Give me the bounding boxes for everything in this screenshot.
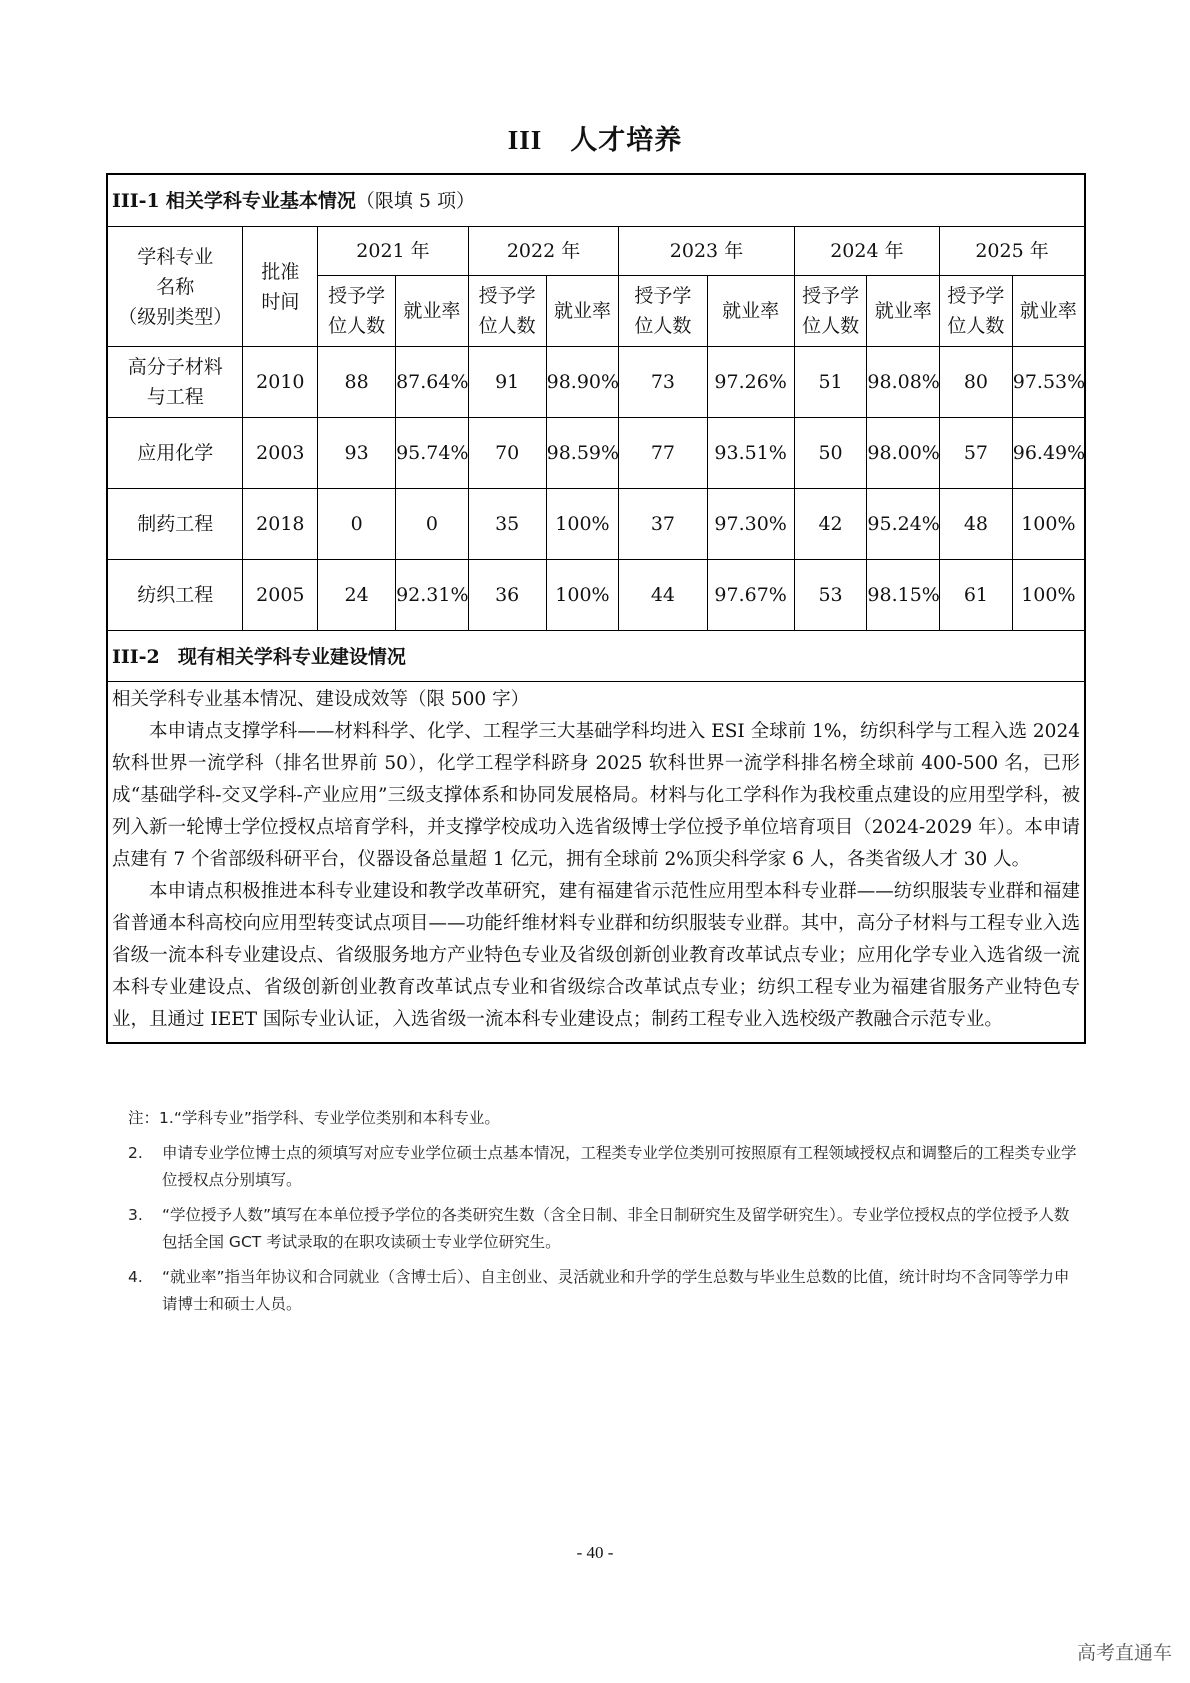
cell-employment-rate: 98.00% <box>867 418 940 489</box>
page-title <box>0 118 1190 157</box>
section2-paragraph: 本申请点积极推进本科专业建设和教学改革研究，建有福建省示范性应用型本科专业群——纺织服装专业群和福建省普通本科高校向应用型转变试点项目——功能纤维材料专业群和纺织服装专业群。其中，高分子材料与工程专业入选省级一流本科专业建设点、省级服务地方产业特色专业及省级创新创业教育改革试点专业；应用化学专业入选省级一流本科专业建设点、省级创新创业教育改革试点专业和省级综合改革试点专业；纺织工程专业为福建省服务产业特色专业，且通过 IEET 国际专业认证，入选省级一流本科专业建设点；制药工程专业入选校级产教融合示范专业。 <box>112 881 1080 1030</box>
cell-employment-rate: 97.26% <box>707 347 794 418</box>
header-year-2025: 2025 年 <box>940 227 1084 276</box>
cell-employment-rate: 98.15% <box>867 560 940 631</box>
cell-employment-rate: 97.53% <box>1012 347 1084 418</box>
header-approve-time: 批准 时间 <box>243 227 318 347</box>
header-employment-rate: 就业率 <box>396 276 469 347</box>
header-year-2022: 2022 年 <box>468 227 619 276</box>
header-degree-count: 授予学 位人数 <box>318 276 396 347</box>
row-approve-year: 2010 <box>243 347 318 418</box>
header-degree-count: 授予学 位人数 <box>468 276 546 347</box>
header-degree-count: 授予学 位人数 <box>940 276 1013 347</box>
header-degree-count: 授予学 位人数 <box>619 276 707 347</box>
cell-degree-count: 51 <box>794 347 867 418</box>
cell-employment-rate: 98.08% <box>867 347 940 418</box>
table-row <box>108 347 1084 418</box>
cell-degree-count: 53 <box>794 560 867 631</box>
row-subject-name: 应用化学 <box>108 418 243 489</box>
row-subject-name: 制药工程 <box>108 489 243 560</box>
footnote-label: 注： <box>128 1109 160 1127</box>
cell-degree-count: 70 <box>468 418 546 489</box>
section2-number: III-2 <box>112 646 160 668</box>
row-approve-year: 2005 <box>243 560 318 631</box>
form-frame <box>106 173 1086 1044</box>
cell-degree-count: 36 <box>468 560 546 631</box>
cell-degree-count: 37 <box>619 489 707 560</box>
section2-paragraph: 本申请点支撑学科——材料科学、化学、工程学三大基础学科均进入 ESI 全球前 1%，纺织科学与工程入选 2024 软科世界一流学科（排名世界前 50），化学工程学科跻身 2025 软科世界一流学科排名榜全球前 400-500 名，已形成“基础学科-交叉学科-产业应用”三级支撑体系和协同发展格局。材料与化工学科作为我校重点建设的应用型学科，被列入新一轮博士学位授权点培育学科，并支撑学校成功入选省级博士学位授予单位培育项目（2024-2029 年）。本申请点建有 7 个省部级科研平台，仪器设备总量超 1 亿元，拥有全球前 2%顶尖科学家 6 人，各类省级人才 30 人。 <box>112 721 1080 870</box>
cell-employment-rate: 100% <box>546 560 619 631</box>
section2-body <box>108 682 1084 1042</box>
table-row <box>108 489 1084 560</box>
header-employment-rate: 就业率 <box>1012 276 1084 347</box>
header-year-2021: 2021 年 <box>318 227 469 276</box>
discipline-table <box>108 227 1084 630</box>
cell-degree-count: 24 <box>318 560 396 631</box>
footnote-item: 4. “就业率”指当年协议和合同就业（含博士后）、自主创业、灵活就业和升学的学生总数与毕业生总数的比值，统计时均不含同等学力申请博士和硕士人员。 <box>128 1268 1070 1313</box>
footnote-item: 注：1.“学科专业”指学科、专业学位类别和本科专业。 <box>128 1109 500 1127</box>
cell-degree-count: 57 <box>940 418 1013 489</box>
cell-employment-rate: 95.24% <box>867 489 940 560</box>
section-roman-numeral: III <box>507 125 543 155</box>
footnote-item: 2. 申请专业学位博士点的须填写对应专业学位硕士点基本情况，工程类专业学位类别可按照原有工程领域授权点和调整后的工程类专业学位授权点分别填写。 <box>128 1144 1077 1189</box>
header-employment-rate: 就业率 <box>546 276 619 347</box>
cell-degree-count: 48 <box>940 489 1013 560</box>
footnotes <box>128 1105 1078 1326</box>
cell-employment-rate: 98.59% <box>546 418 619 489</box>
cell-degree-count: 91 <box>468 347 546 418</box>
watermark-text: 高考直通车 <box>1076 1642 1172 1664</box>
cell-degree-count: 35 <box>468 489 546 560</box>
cell-employment-rate: 100% <box>1012 560 1084 631</box>
row-approve-year: 2003 <box>243 418 318 489</box>
table-row <box>108 418 1084 489</box>
section2-intro: 相关学科专业基本情况、建设成效等（限 500 字） <box>112 689 530 710</box>
row-subject-name: 纺织工程 <box>108 560 243 631</box>
page-number: - 40 - <box>576 1543 614 1562</box>
footnote-item: 3. “学位授予人数”填写在本单位授予学位的各类研究生数（含全日制、非全日制研究生及留学研究生）。专业学位授权点的学位授予人数包括全国 GCT 考试录取的在职攻读硕士专业学位研究生。 <box>128 1206 1070 1251</box>
row-approve-year: 2018 <box>243 489 318 560</box>
section1-limit: （限填 5 项） <box>355 190 476 212</box>
cell-employment-rate: 95.74% <box>396 418 469 489</box>
section1-title: 相关学科专业基本情况 <box>165 190 356 212</box>
cell-degree-count: 93 <box>318 418 396 489</box>
cell-employment-rate: 87.64% <box>396 347 469 418</box>
cell-employment-rate: 96.49% <box>1012 418 1084 489</box>
cell-employment-rate: 97.30% <box>707 489 794 560</box>
header-degree-count: 授予学 位人数 <box>794 276 867 347</box>
cell-employment-rate: 92.31% <box>396 560 469 631</box>
table-header-years <box>108 227 1084 276</box>
section2-heading <box>108 630 1084 682</box>
section1-heading <box>108 175 1084 227</box>
cell-employment-rate: 100% <box>1012 489 1084 560</box>
section-title-text: 人才培养 <box>570 125 683 156</box>
cell-degree-count: 80 <box>940 347 1013 418</box>
header-employment-rate: 就业率 <box>867 276 940 347</box>
cell-degree-count: 50 <box>794 418 867 489</box>
cell-employment-rate: 0 <box>396 489 469 560</box>
cell-employment-rate: 97.67% <box>707 560 794 631</box>
cell-degree-count: 73 <box>619 347 707 418</box>
cell-degree-count: 77 <box>619 418 707 489</box>
header-employment-rate: 就业率 <box>707 276 794 347</box>
cell-employment-rate: 100% <box>546 489 619 560</box>
cell-employment-rate: 93.51% <box>707 418 794 489</box>
section1-number: III-1 <box>112 190 160 212</box>
cell-degree-count: 42 <box>794 489 867 560</box>
table-row <box>108 560 1084 631</box>
cell-degree-count: 61 <box>940 560 1013 631</box>
header-year-2024: 2024 年 <box>794 227 939 276</box>
section2-title: 现有相关学科专业建设情况 <box>177 646 406 668</box>
cell-employment-rate: 98.90% <box>546 347 619 418</box>
header-subject-name: 学科专业 名称 （级别类型） <box>108 227 243 347</box>
header-year-2023: 2023 年 <box>619 227 794 276</box>
cell-degree-count: 0 <box>318 489 396 560</box>
cell-degree-count: 88 <box>318 347 396 418</box>
cell-degree-count: 44 <box>619 560 707 631</box>
row-subject-name: 高分子材料 与工程 <box>108 347 243 418</box>
